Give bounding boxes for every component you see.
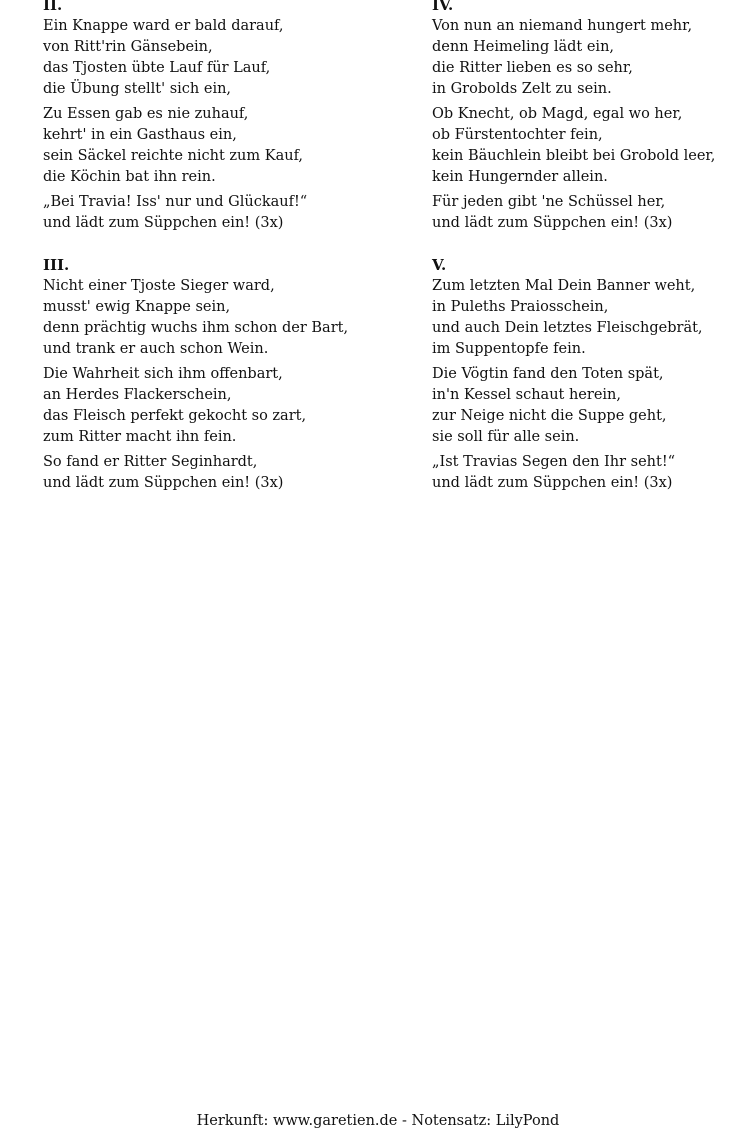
lyric-line: sie soll für alle sein.	[432, 429, 580, 445]
lyric-line: So fand er Ritter Seginhardt,	[43, 454, 258, 470]
lyric-line: das Fleisch perfekt gekocht so zart,	[43, 408, 307, 424]
lyric-line: und trank er auch schon Wein.	[43, 341, 269, 357]
lyric-line: Die Wahrheit sich ihm offenbart,	[43, 366, 283, 382]
lyric-line: ob Fürstentochter fein,	[432, 127, 603, 143]
verse-number: V.	[432, 256, 447, 274]
footer-credits: Herkunft: www.garetien.de - Notensatz: LilyPond	[196, 1113, 560, 1129]
lyric-line: Von nun an niemand hungert mehr,	[432, 18, 693, 34]
lyric-line: Die Vögtin fand den Toten spät,	[432, 366, 664, 382]
verse-number: IV.	[432, 0, 454, 14]
stanza	[432, 276, 756, 360]
lyric-line: Zu Essen gab es nie zuhauf,	[43, 106, 249, 122]
verse-block	[43, 0, 373, 238]
lyric-line: und lädt zum Süppchen ein! (3x)	[432, 215, 673, 231]
stanza	[432, 16, 756, 100]
lyric-line: „Bei Travia! Iss' nur und Glückauf!“	[43, 194, 308, 210]
lyric-line: und lädt zum Süppchen ein! (3x)	[43, 215, 284, 231]
stanza	[43, 192, 373, 234]
stanza	[43, 104, 373, 188]
stanza	[432, 192, 756, 234]
stanza	[432, 364, 756, 448]
lyric-line: Nicht einer Tjoste Sieger ward,	[43, 278, 275, 294]
stanza	[43, 16, 373, 100]
lyric-line: die Übung stellt' sich ein,	[43, 81, 232, 97]
lyric-line: denn Heimeling lädt ein,	[432, 39, 615, 55]
lyric-line: denn prächtig wuchs ihm schon der Bart,	[43, 320, 349, 336]
lyric-line: kehrt' in ein Gasthaus ein,	[43, 127, 237, 143]
lyric-line: an Herdes Flackerschein,	[43, 387, 232, 403]
lyric-line: Für jeden gibt 'ne Schüssel her,	[432, 194, 666, 210]
lyric-line: Ob Knecht, ob Magd, egal wo her,	[432, 106, 683, 122]
lyric-line: in'n Kessel schaut herein,	[432, 387, 621, 403]
stanza	[43, 276, 373, 360]
verse-block	[432, 0, 756, 238]
verse-number: III.	[43, 256, 70, 274]
stanza	[43, 452, 373, 494]
lyric-line: in Puleths Praiosschein,	[432, 299, 609, 315]
lyric-line: kein Hungernder allein.	[432, 169, 608, 185]
verse-block	[43, 255, 373, 498]
lyric-line: die Köchin bat ihn rein.	[43, 169, 216, 185]
lyric-line: zum Ritter macht ihn fein.	[43, 429, 237, 445]
lyric-line: sein Säckel reichte nicht zum Kauf,	[43, 148, 304, 164]
lyric-line: zur Neige nicht die Suppe geht,	[432, 408, 667, 424]
lyric-line: das Tjosten übte Lauf für Lauf,	[43, 60, 271, 76]
stanza	[432, 104, 756, 188]
lyric-line: die Ritter lieben es so sehr,	[432, 60, 633, 76]
lyric-line: in Grobolds Zelt zu sein.	[432, 81, 612, 97]
verse-block	[432, 255, 756, 498]
lyric-line: und lädt zum Süppchen ein! (3x)	[43, 475, 284, 491]
stanza	[43, 364, 373, 448]
lyric-line: und auch Dein letztes Fleischgebrät,	[432, 320, 703, 336]
stanza	[432, 452, 756, 494]
lyric-line: von Ritt'rin Gänsebein,	[43, 39, 213, 55]
lyric-line: Ein Knappe ward er bald darauf,	[43, 18, 284, 34]
lyric-line: „Ist Travias Segen den Ihr seht!“	[432, 454, 676, 470]
lyric-line: musst' ewig Knappe sein,	[43, 299, 231, 315]
lyric-line: Zum letzten Mal Dein Banner weht,	[432, 278, 696, 294]
lyric-line: im Suppentopfe fein.	[432, 341, 586, 357]
verse-number: II.	[43, 0, 63, 14]
lyric-line: und lädt zum Süppchen ein! (3x)	[432, 475, 673, 491]
lyric-line: kein Bäuchlein bleibt bei Grobold leer,	[432, 148, 716, 164]
